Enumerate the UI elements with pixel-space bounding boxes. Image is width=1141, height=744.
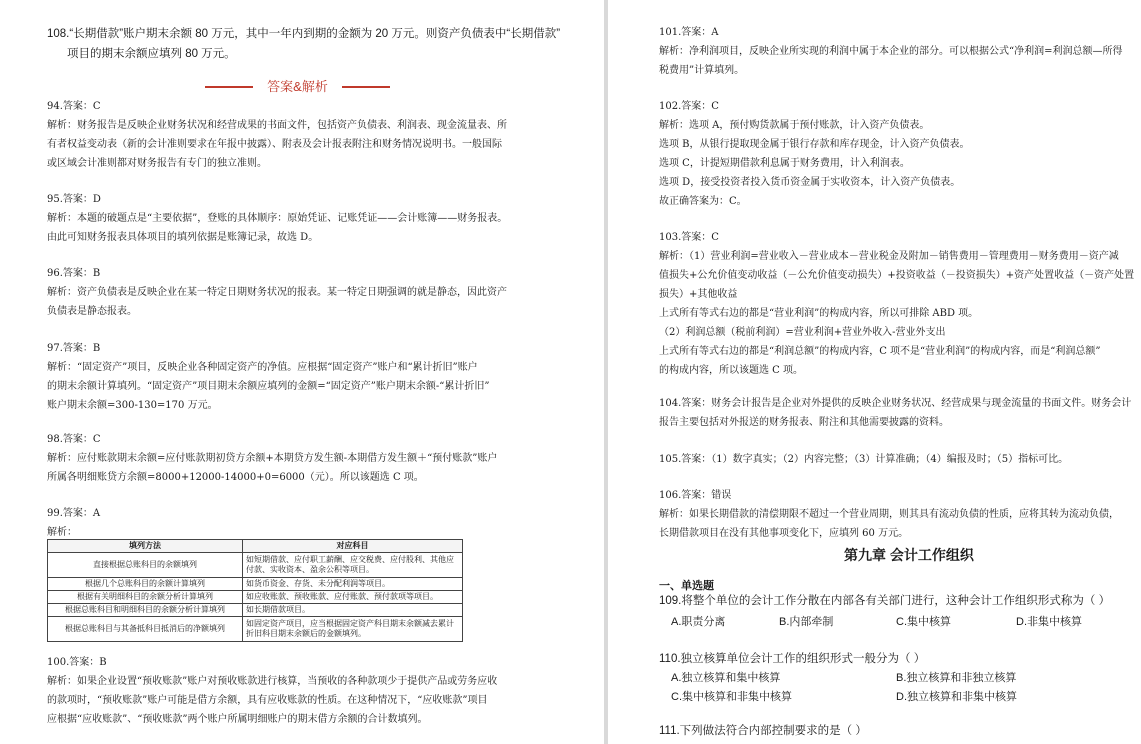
question-111-stem: 111.下列做法符合内部控制要求的是（ ）	[659, 725, 867, 737]
answer-94	[47, 97, 507, 173]
q110-option-d[interactable]: D.独立核算和非集中核算	[896, 691, 1017, 703]
text-line: 的款项时，“预收账款”账户可能是借方余额，具有应收账款的性质。在这种情况下，“应收账款”项目	[47, 695, 488, 706]
text-line: 108.“长期借款”账户期末余额 80 万元，其中一年内到期的金额为 20 万元。则资产负债表中“长期借款”	[47, 28, 561, 40]
q110-option-b[interactable]: B.独立核算和非独立核算	[896, 672, 1017, 684]
section-title: 答案&解析	[205, 76, 390, 95]
answer-98	[47, 430, 497, 487]
q109-option-a[interactable]: A.职责分离	[671, 616, 726, 628]
text-line: 100.答案：B	[47, 657, 107, 668]
table-cell: 如应收账款、预收账款、应付账款、预付款项等项目。	[243, 591, 463, 604]
text-line: 项目的期末余额应填列 80 万元。	[67, 48, 236, 60]
table-cell: 直接根据总账科目的余额填列	[48, 553, 243, 578]
q109-option-b[interactable]: B.内部牵制	[779, 616, 834, 628]
text-line: 96.答案：B	[47, 268, 101, 279]
answer-104	[659, 394, 1131, 432]
text-line: 有者权益变动表（新的会计准则要求在年报中披露）、附表及会计报表附注和财务情况说明书。一般国际	[47, 139, 502, 150]
answer-100	[47, 653, 497, 729]
text-line: 解析：应付账款期末余额=应付账款期初贷方余额+本期贷方发生额-本期借方发生额＋“预付账款”账户	[47, 453, 498, 464]
table-cell: 根据几个总账科目的余额计算填列	[48, 578, 243, 591]
text-line: 解析：“固定资产”项目，反映企业各种固定资产的净值。应根据“固定资产”账户和“累计折旧”账户	[47, 362, 478, 373]
q109-option-d[interactable]: D.非集中核算	[1016, 616, 1082, 628]
text-line: 或区域会计准则都对财务报告有专门的独立准则。	[47, 158, 267, 169]
text-line: 解析：本题的破题点是“主要依据”，登账的具体顺序：原始凭证、记账凭证——会计账簿——财务报表。	[47, 213, 508, 224]
text-line: 解析：（1）营业利润=营业收入－营业成本－营业税金及附加－销售费用－管理费用－财务费用－资产减	[659, 251, 1119, 262]
text-line: 解析：	[47, 527, 77, 538]
table-row	[48, 553, 463, 578]
text-line: 解析：如果长期借款的清偿期限不超过一个营业周期，则其具有流动负债的性质，应将其转为流动负债，	[659, 509, 1119, 520]
right-page	[608, 0, 1141, 744]
table-cell: 如货币资金、存货、未分配利润等项目。	[243, 578, 463, 591]
answer-105	[659, 450, 1068, 469]
answer-97	[47, 339, 489, 415]
text-line: 值损失+公允价值变动收益（－公允价值变动损失）+投资收益（－投资损失）+资产处置收益（－资产处置	[659, 270, 1135, 281]
text-line: 故正确答案为：C。	[659, 196, 747, 207]
text-line: 101.答案：A	[659, 27, 719, 38]
text-line: 97.答案：B	[47, 343, 101, 354]
q110-option-c[interactable]: C.集中核算和非集中核算	[671, 691, 792, 703]
text-line: 上式所有等式右边的都是“营业利润”的构成内容，所以可排除 ABD 项。	[659, 308, 979, 319]
text-line: 的构成内容，所以该题选 C 项。	[659, 365, 804, 376]
text-line: 解析：选项 A，预付购货款属于预付账款，计入资产负债表。	[659, 120, 930, 131]
text-line: 应根据“应收账款”、“预收账款”两个账户所属明细账户的期末借方余额的合计数填列。	[47, 714, 428, 725]
text-line: 损失）+其他收益	[659, 289, 738, 300]
text-line: 长期借款项目在没有其他事项变化下，应填列 60 万元。	[659, 528, 909, 539]
table-cell: 如长期借款项目。	[243, 604, 463, 617]
question-110-stem: 110.独立核算单位会计工作的组织形式一般分为（ ）	[659, 653, 926, 665]
text-line: 报告主要包括对外报送的财务报表、附注和其他需要披露的资料。	[659, 417, 949, 428]
text-line: 上式所有等式右边的都是“利润总额”的构成内容，C 项不是“营业利润”的构成内容，而是“利润总额”	[659, 346, 1101, 357]
text-line: 负债表是静态报表。	[47, 306, 137, 317]
text-line: 的期末余额计算填列。“固定资产”项目期末余额应填列的金额=“固定资产”账户期末余额-“累计折旧”	[47, 381, 490, 392]
text-line: 选项 D，接受投资者投入货币资金属于实收资本，计入资产负债表。	[659, 177, 961, 188]
text-line: 98.答案：C	[47, 434, 101, 445]
table-cell: 根据总账科目和明细科目的余额分析计算填列	[48, 604, 243, 617]
table-row	[48, 591, 463, 604]
text-line: 选项 C，计提短期借款利息属于财务费用，计入利润表。	[659, 158, 910, 169]
question-108	[47, 24, 560, 64]
text-line: 102.答案：C	[659, 101, 719, 112]
answer-102	[659, 97, 970, 211]
text-line: 106.答案：错误	[659, 490, 732, 501]
q109-option-c[interactable]: C.集中核算	[896, 616, 951, 628]
text-line: 103.答案：C	[659, 232, 719, 243]
text-line: 104.答案：财务会计报告是企业对外提供的反映企业财务状况、经营成果与现金流量的书面文件。财务会计	[659, 398, 1132, 409]
answer-101	[659, 23, 1123, 80]
question-109-stem: 109.将整个单位的会计工作分散在内部各有关部门进行，这种会计工作组织形式称为（ ）	[659, 595, 1111, 607]
answer-103	[659, 228, 1134, 380]
text-line: 解析：净利润项目，反映企业所实现的利润中属于本企业的部分。可以根据公式“净利润=利润总额—所得	[659, 46, 1123, 57]
q110-option-a[interactable]: A.独立核算和集中核算	[671, 672, 781, 684]
text-line: 选项 B，从银行提取现金属于银行存款和库存现金，计入资产负债表。	[659, 139, 970, 150]
text-line: 所属各明细账贷方余额=8000+12000-14000+0=6000（元）。所以该题选 C 项。	[47, 472, 424, 483]
answer-96	[47, 264, 507, 321]
text-line: 解析：资产负债表是反映企业在某一特定日期财务状况的报表。某一特定日期强调的就是静态，因此资产	[47, 287, 507, 298]
fill-method-table	[47, 539, 463, 642]
table-row	[48, 578, 463, 591]
text-line: 94.答案：C	[47, 101, 101, 112]
table-row	[48, 604, 463, 617]
text-line: 105.答案：（1）数字真实；（2）内容完整；（3）计算准确；（4）编报及时；（5）指标可比。	[659, 454, 1069, 465]
answer-95	[47, 190, 507, 247]
table-cell: 如短期借款、应付职工薪酬、应交税费、应付股利、其他应付款、实收资本、盈余公积等项目。	[243, 553, 463, 578]
table-header: 填列方法	[48, 540, 243, 553]
text-line: 账户期末余额=300-130=170 万元。	[47, 400, 218, 411]
table-row	[48, 617, 463, 642]
text-line: 由此可知财务报表具体项目的填列依据是账簿记录，故选 D。	[47, 232, 319, 243]
table-cell: 根据有关明细科目的余额分析计算填列	[48, 591, 243, 604]
text-line: 解析：如果企业设置“预收账款”账户对预收账款进行核算，当预收的各种款项少于提供产品或劳务应收	[47, 676, 498, 687]
table-header: 对应科目	[243, 540, 463, 553]
table-cell: 如固定资产项目，应当根据固定资产科目期末余额减去累计折旧科目期末余额后的金额填列。	[243, 617, 463, 642]
text-line: 99.答案：A	[47, 508, 101, 519]
text-line: 95.答案：D	[47, 194, 101, 205]
table-header-row	[48, 540, 463, 553]
answer-99	[47, 504, 100, 542]
chapter-title: 第九章 会计工作组织	[844, 547, 974, 563]
answer-106	[659, 486, 1119, 543]
subsection-title: 一、单选题	[659, 580, 714, 592]
text-line: 税费用”计算填列。	[659, 65, 745, 76]
text-line: 解析：财务报告是反映企业财务状况和经营成果的书面文件，包括资产负债表、利润表、现金流量表、所	[47, 120, 507, 131]
text-line: （2）利润总额（税前利润）=营业利润+营业外收入-营业外支出	[659, 327, 946, 338]
table-cell: 根据总账科目与其备抵科目抵消后的净额填列	[48, 617, 243, 642]
